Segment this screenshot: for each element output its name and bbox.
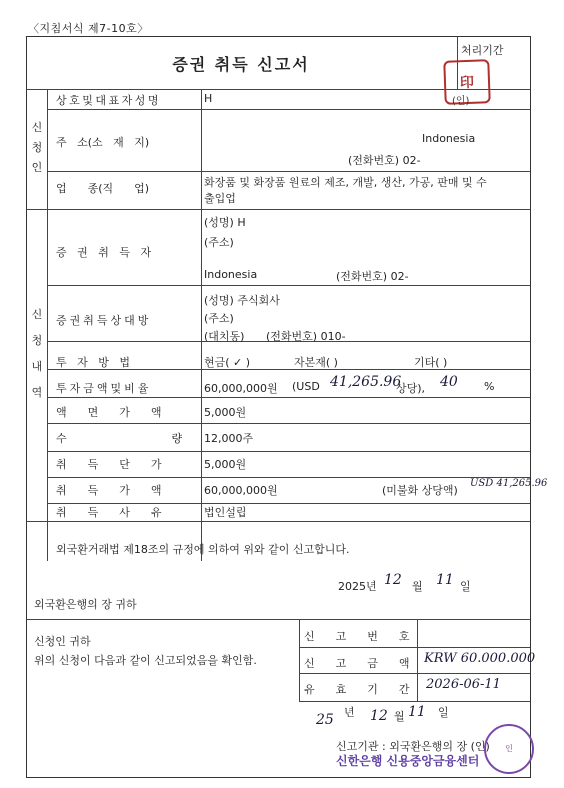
counterparty-address: (주소): [204, 312, 234, 325]
counterparty-rep: (대치동): [204, 330, 245, 343]
counterparty-label: 증권취득상대방: [56, 314, 152, 327]
institution-label: 신고기관 : 외국환은행의 장 (인): [336, 740, 490, 753]
unit-price-value: 5,000원: [204, 458, 247, 471]
declaration-day-label: 일: [460, 580, 471, 593]
acquirer-name: (성명) H: [204, 216, 246, 229]
confirmation-to: 신청인 귀하: [34, 635, 91, 648]
amount-label: 투자금액및비율: [56, 382, 152, 395]
acq-price-usd-handwritten: USD 41,265.96: [470, 478, 548, 489]
section-char: 내: [31, 360, 43, 373]
method-cash: 현금( ✓ ): [204, 356, 251, 369]
section-char: 신: [31, 121, 43, 134]
acquirer-label: 증 권 취 득 자: [56, 246, 152, 259]
amount-usd-suffix: 상당),: [396, 382, 426, 395]
confirm-day-label: 일: [438, 706, 449, 719]
section-char: 신: [31, 308, 43, 321]
face-value: 5,000원: [204, 406, 247, 419]
declaration-year: 2025년: [338, 580, 377, 593]
method-capital: 자본재( ): [294, 356, 338, 369]
acq-price-label: 취 득 가 액: [56, 484, 162, 497]
confirm-day-handwritten: 11: [408, 704, 426, 720]
name-label: 상호및대표자성명: [56, 94, 162, 107]
row-divider: [47, 477, 530, 478]
confirm-row-divider: [299, 673, 530, 674]
address-label: 주 소(소 재 지): [56, 136, 150, 149]
acquirer-address-label: (주소): [204, 236, 234, 249]
valid-period-label: 유 효 기 간: [304, 683, 410, 696]
section-column-divider: [47, 89, 48, 561]
section-char: 청: [31, 141, 43, 154]
unit-price-label: 취 득 단 가: [56, 458, 162, 471]
confirm-row-divider: [299, 647, 530, 648]
confirm-table-mid: [417, 619, 418, 701]
report-amount-handwritten: KRW 60.000.000: [424, 651, 536, 666]
quantity-value: 12,000주: [204, 432, 254, 445]
method-label: 투 자 방 법: [56, 356, 130, 369]
acquirer-phone: (전화번호) 02-: [336, 270, 409, 283]
amount-usd-prefix: (USD: [292, 380, 320, 393]
row-divider: [47, 109, 530, 110]
section-char: 역: [31, 386, 43, 399]
label-column-divider: [201, 89, 202, 561]
section-char: 청: [31, 334, 43, 347]
amount-value: 60,000,000원: [204, 382, 278, 395]
business-label: 업 종(직 업): [56, 182, 150, 195]
form-title: 증권 취득 신고서: [172, 55, 310, 74]
row-divider: [47, 423, 530, 424]
processing-period-label: 처리기간: [461, 44, 504, 57]
report-amount-label: 신 고 금 액: [304, 657, 410, 670]
row-divider: [47, 285, 530, 286]
section-divider: [27, 209, 530, 210]
address-value: Indonesia: [422, 132, 476, 145]
ratio-unit: %: [484, 380, 495, 393]
form-code: 〈지침서식 제7-10호〉: [28, 22, 149, 35]
acquirer-country: Indonesia: [204, 268, 258, 281]
applicant-section-label: [27, 118, 47, 178]
confirm-month-handwritten: 12: [370, 708, 388, 724]
quantity-label: 수 량: [56, 432, 183, 445]
round-seal-stamp: 인: [484, 724, 534, 774]
acq-price-value: 60,000,000원: [204, 484, 278, 497]
declaration-statement: 외국환거래법 제18조의 규정에 의하여 위와 같이 신고합니다.: [56, 543, 350, 556]
valid-period-handwritten: 2026-06-11: [426, 677, 501, 692]
row-divider: [47, 171, 530, 172]
row-divider: [47, 397, 530, 398]
section-divider: [27, 619, 530, 620]
business-value-line2: 출입업: [204, 192, 236, 205]
report-no-label: 신 고 번 호: [304, 630, 410, 643]
acq-price-usd-label: (미불화 상당액): [382, 484, 458, 497]
counterparty-phone: (전화번호) 010-: [266, 330, 346, 343]
confirmation-text: 위의 신청이 다음과 같이 신고되었음을 확인함.: [34, 654, 257, 667]
seal-note: (인): [452, 96, 470, 107]
declaration-day-handwritten: 11: [436, 572, 454, 588]
declaration-month-label: 월: [412, 580, 423, 593]
declaration-month-handwritten: 12: [384, 572, 402, 588]
row-divider: [47, 451, 530, 452]
bank-stamp: 신한은행 신용중앙금융센터: [336, 754, 480, 768]
method-other: 기타( ): [414, 356, 448, 369]
counterparty-name: (성명) 주식회사: [204, 294, 280, 307]
reason-value: 법인설립: [204, 506, 247, 519]
details-section-label: [27, 302, 47, 406]
business-value-line1: 화장품 및 화장품 원료의 제조, 개발, 생산, 가공, 판매 및 수: [204, 176, 487, 189]
section-divider: [27, 521, 530, 522]
confirm-year-handwritten: 25: [316, 712, 334, 728]
name-value: H: [204, 92, 213, 105]
ratio-handwritten: 40: [440, 374, 458, 390]
section-char: 인: [31, 161, 43, 174]
red-seal-stamp: 印: [443, 59, 491, 105]
reason-label: 취 득 사 유: [56, 506, 162, 519]
confirm-year-label: 년: [344, 706, 355, 719]
amount-usd-handwritten: 41,265.96: [330, 374, 402, 390]
declaration-addressee: 외국환은행의 장 귀하: [34, 598, 137, 611]
phone-value: (전화번호) 02-: [348, 154, 421, 167]
confirm-month-label: 월: [394, 710, 405, 723]
confirm-row-divider: [299, 701, 530, 702]
confirm-table-left: [299, 619, 300, 701]
face-value-label: 액 면 가 액: [56, 406, 162, 419]
